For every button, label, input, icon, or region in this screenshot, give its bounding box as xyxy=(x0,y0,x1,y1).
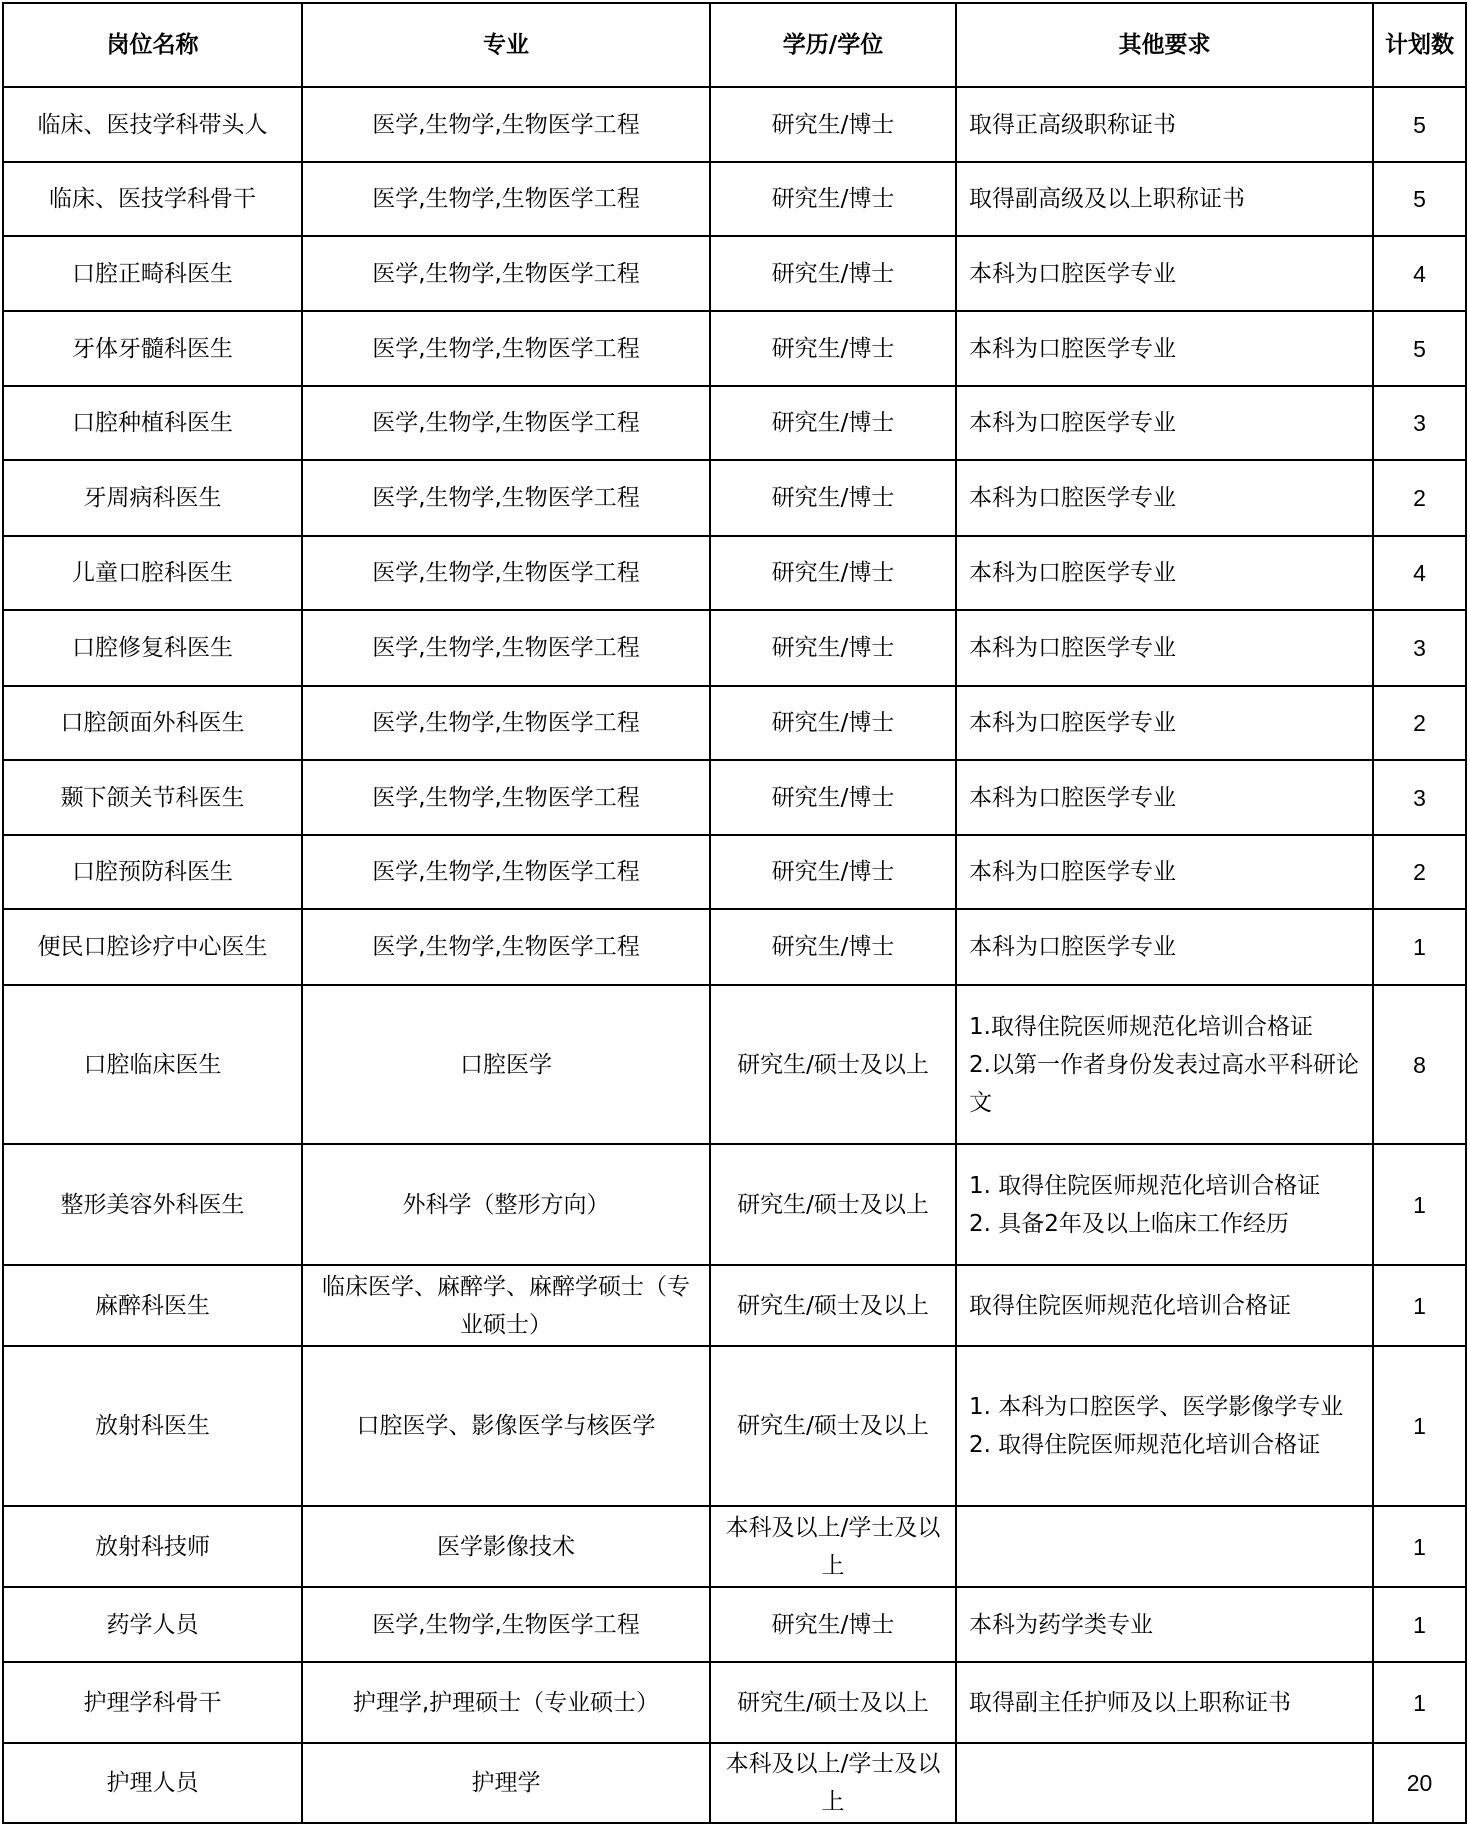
cell-other-requirements xyxy=(956,1743,1373,1823)
cell-other-requirements xyxy=(956,1265,1373,1346)
cell-position: 口腔预防科医生 xyxy=(3,835,302,909)
cell-major: 口腔医学、影像医学与核医学 xyxy=(302,1346,710,1506)
cell-position: 儿童口腔科医生 xyxy=(3,536,302,610)
cell-planned-count: 1 xyxy=(1373,1587,1466,1662)
cell-position: 护理学科骨干 xyxy=(3,1662,302,1743)
cell-degree: 研究生/博士 xyxy=(710,236,956,311)
cell-major: 外科学（整形方向） xyxy=(302,1144,710,1265)
cell-position: 颞下颌关节科医生 xyxy=(3,760,302,835)
cell-position: 牙体牙髓科医生 xyxy=(3,311,302,386)
cell-degree: 研究生/博士 xyxy=(710,311,956,386)
cell-position: 临床、医技学科带头人 xyxy=(3,87,302,162)
cell-other-requirements xyxy=(956,909,1373,985)
cell-major: 护理学,护理硕士（专业硕士） xyxy=(302,1662,710,1743)
table-row xyxy=(3,985,1466,1144)
cell-major: 医学,生物学,生物医学工程 xyxy=(302,536,710,610)
table-row xyxy=(3,87,1466,162)
cell-degree: 本科及以上/学士及以上 xyxy=(710,1506,956,1587)
cell-planned-count: 1 xyxy=(1373,1346,1466,1506)
header-position: 岗位名称 xyxy=(3,3,302,87)
cell-other-requirements xyxy=(956,162,1373,236)
cell-planned-count: 5 xyxy=(1373,311,1466,386)
cell-planned-count: 1 xyxy=(1373,1662,1466,1743)
requirement-line: 取得副高级及以上职称证书 xyxy=(969,186,1245,212)
cell-major: 临床医学、麻醉学、麻醉学硕士（专业硕士） xyxy=(302,1265,710,1346)
requirement-line: 取得住院医师规范化培训合格证 xyxy=(969,1292,1291,1319)
cell-degree: 研究生/博士 xyxy=(710,835,956,909)
cell-degree: 研究生/博士 xyxy=(710,536,956,610)
cell-degree: 研究生/博士 xyxy=(710,686,956,760)
cell-major: 医学,生物学,生物医学工程 xyxy=(302,686,710,760)
cell-position: 口腔临床医生 xyxy=(3,985,302,1144)
cell-other-requirements xyxy=(956,236,1373,311)
requirement-line: 本科为口腔医学专业 xyxy=(969,260,1176,287)
cell-other-requirements xyxy=(956,610,1373,686)
requirement-line: 1.取得住院医师规范化培训合格证 xyxy=(969,1013,1313,1040)
cell-degree: 研究生/硕士及以上 xyxy=(710,1265,956,1346)
cell-planned-count: 8 xyxy=(1373,985,1466,1144)
cell-major: 医学,生物学,生物医学工程 xyxy=(302,311,710,386)
cell-other-requirements xyxy=(956,1662,1373,1743)
cell-other-requirements xyxy=(956,686,1373,760)
requirement-line: 2. 具备2年及以上临床工作经历 xyxy=(969,1210,1289,1237)
header-major: 专业 xyxy=(302,3,710,87)
cell-major: 医学,生物学,生物医学工程 xyxy=(302,162,710,236)
table-row xyxy=(3,835,1466,909)
cell-degree: 本科及以上/学士及以上 xyxy=(710,1743,956,1823)
table-row xyxy=(3,1144,1466,1265)
cell-planned-count: 3 xyxy=(1373,610,1466,686)
cell-degree: 研究生/博士 xyxy=(710,1587,956,1662)
table-row xyxy=(3,1662,1466,1743)
requirement-line: 本科为药学类专业 xyxy=(969,1611,1153,1638)
cell-position: 放射科医生 xyxy=(3,1346,302,1506)
requirement-line: 1. 取得住院医师规范化培训合格证 xyxy=(969,1172,1321,1199)
cell-other-requirements xyxy=(956,985,1373,1144)
cell-other-requirements xyxy=(956,87,1373,162)
requirement-line: 本科为口腔医学专业 xyxy=(969,710,1176,736)
requirement-line: 本科为口腔医学专业 xyxy=(969,635,1176,661)
cell-planned-count: 1 xyxy=(1373,1506,1466,1587)
cell-position: 药学人员 xyxy=(3,1587,302,1662)
cell-degree: 研究生/硕士及以上 xyxy=(710,1144,956,1265)
cell-degree: 研究生/博士 xyxy=(710,460,956,536)
table-row xyxy=(3,1346,1466,1506)
cell-other-requirements xyxy=(956,1506,1373,1587)
cell-planned-count: 4 xyxy=(1373,236,1466,311)
cell-planned-count: 2 xyxy=(1373,686,1466,760)
cell-other-requirements xyxy=(956,311,1373,386)
table-row xyxy=(3,1265,1466,1346)
cell-position: 临床、医技学科骨干 xyxy=(3,162,302,236)
cell-degree: 研究生/博士 xyxy=(710,162,956,236)
cell-position: 整形美容外科医生 xyxy=(3,1144,302,1265)
requirement-line: 2. 取得住院医师规范化培训合格证 xyxy=(969,1432,1321,1458)
cell-degree: 研究生/博士 xyxy=(710,760,956,835)
cell-position: 口腔种植科医生 xyxy=(3,386,302,460)
table-row xyxy=(3,686,1466,760)
table-row xyxy=(3,460,1466,536)
cell-major: 医学,生物学,生物医学工程 xyxy=(302,236,710,311)
requirement-line: 本科为口腔医学专业 xyxy=(969,485,1176,511)
cell-planned-count: 2 xyxy=(1373,835,1466,909)
table-row xyxy=(3,386,1466,460)
cell-position: 口腔修复科医生 xyxy=(3,610,302,686)
cell-position: 便民口腔诊疗中心医生 xyxy=(3,909,302,985)
cell-position: 口腔颌面外科医生 xyxy=(3,686,302,760)
cell-other-requirements xyxy=(956,460,1373,536)
requirement-line: 本科为口腔医学专业 xyxy=(969,560,1176,586)
requirement-line: 本科为口腔医学专业 xyxy=(969,784,1176,811)
table-row xyxy=(3,236,1466,311)
requirement-line: 取得副主任护师及以上职称证书 xyxy=(969,1689,1291,1716)
cell-other-requirements xyxy=(956,1144,1373,1265)
cell-degree: 研究生/博士 xyxy=(710,610,956,686)
table-row xyxy=(3,162,1466,236)
recruitment-table xyxy=(2,2,1467,1824)
cell-major: 医学,生物学,生物医学工程 xyxy=(302,386,710,460)
cell-position: 麻醉科医生 xyxy=(3,1265,302,1346)
cell-planned-count: 5 xyxy=(1373,87,1466,162)
cell-other-requirements xyxy=(956,1346,1373,1506)
cell-other-requirements xyxy=(956,835,1373,909)
cell-other-requirements xyxy=(956,386,1373,460)
cell-position: 口腔正畸科医生 xyxy=(3,236,302,311)
cell-planned-count: 3 xyxy=(1373,386,1466,460)
requirement-line: 本科为口腔医学专业 xyxy=(969,859,1176,885)
table-row xyxy=(3,760,1466,835)
cell-degree: 研究生/硕士及以上 xyxy=(710,985,956,1144)
cell-major: 护理学 xyxy=(302,1743,710,1823)
requirement-line: 本科为口腔医学专业 xyxy=(969,410,1176,436)
cell-major: 医学影像技术 xyxy=(302,1506,710,1587)
table-row xyxy=(3,311,1466,386)
cell-planned-count: 3 xyxy=(1373,760,1466,835)
header-planned-count: 计划数 xyxy=(1373,3,1466,87)
cell-major: 口腔医学 xyxy=(302,985,710,1144)
cell-major: 医学,生物学,生物医学工程 xyxy=(302,87,710,162)
cell-major: 医学,生物学,生物医学工程 xyxy=(302,760,710,835)
cell-major: 医学,生物学,生物医学工程 xyxy=(302,1587,710,1662)
cell-degree: 研究生/博士 xyxy=(710,87,956,162)
requirement-line: 本科为口腔医学专业 xyxy=(969,934,1176,960)
requirement-line: 本科为口腔医学专业 xyxy=(969,335,1176,362)
cell-major: 医学,生物学,生物医学工程 xyxy=(302,460,710,536)
cell-position: 牙周病科医生 xyxy=(3,460,302,536)
header-degree: 学历/学位 xyxy=(710,3,956,87)
cell-planned-count: 20 xyxy=(1373,1743,1466,1823)
cell-other-requirements xyxy=(956,536,1373,610)
requirement-line: 1. 本科为口腔医学、医学影像学专业 xyxy=(969,1394,1344,1420)
table-row xyxy=(3,536,1466,610)
table-row xyxy=(3,1743,1466,1823)
cell-position: 放射科技师 xyxy=(3,1506,302,1587)
cell-degree: 研究生/硕士及以上 xyxy=(710,1346,956,1506)
cell-planned-count: 2 xyxy=(1373,460,1466,536)
table-row xyxy=(3,1506,1466,1587)
requirement-line: 取得正高级职称证书 xyxy=(969,111,1176,138)
cell-other-requirements xyxy=(956,1587,1373,1662)
cell-position: 护理人员 xyxy=(3,1743,302,1823)
cell-planned-count: 1 xyxy=(1373,1265,1466,1346)
cell-major: 医学,生物学,生物医学工程 xyxy=(302,610,710,686)
cell-major: 医学,生物学,生物医学工程 xyxy=(302,835,710,909)
cell-degree: 研究生/博士 xyxy=(710,909,956,985)
cell-degree: 研究生/博士 xyxy=(710,386,956,460)
table-row xyxy=(3,909,1466,985)
cell-degree: 研究生/硕士及以上 xyxy=(710,1662,956,1743)
cell-planned-count: 1 xyxy=(1373,1144,1466,1265)
table-row xyxy=(3,1587,1466,1662)
requirement-line: 2.以第一作者身份发表过高水平科研论文 xyxy=(969,1051,1359,1116)
header-other-requirements: 其他要求 xyxy=(956,3,1373,87)
cell-planned-count: 1 xyxy=(1373,909,1466,985)
cell-planned-count: 5 xyxy=(1373,162,1466,236)
header-row xyxy=(3,3,1466,87)
cell-other-requirements xyxy=(956,760,1373,835)
cell-major: 医学,生物学,生物医学工程 xyxy=(302,909,710,985)
table-row xyxy=(3,610,1466,686)
cell-planned-count: 4 xyxy=(1373,536,1466,610)
